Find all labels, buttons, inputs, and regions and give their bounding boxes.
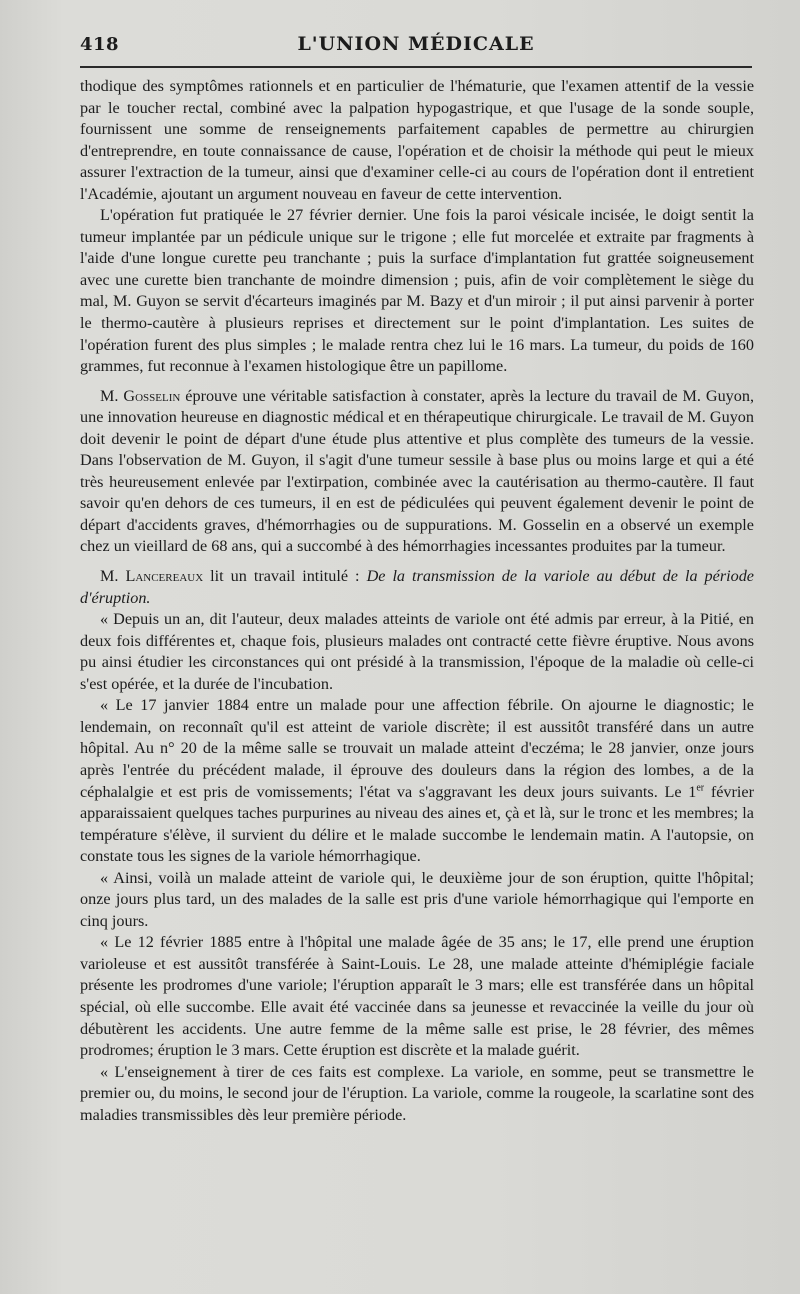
- paragraph: « L'enseignement à tirer de ces faits est complexe. La variole, en somme, peut se transmettre le premier ou, du moins, le second jour de l'éruption. La variole, comme la rougeole, la scarlatine sont des maladies transmissibles dès leur première période.: [80, 1062, 754, 1124]
- paragraph-text: éprouve une véritable satisfaction à constater, après la lecture du travail de M. Guyon, une innovation heureuse en diagnostic médical et en thérapeutique chirurgicale. Le travail de M. Guyon doit devenir le point de départ d'une étude plus attentive et plus complète des tumeurs de la vessie. Dans l'observation de M. Guyon, il s'agit d'une tumeur sessile à base plus ou moins large et qui a été très heureusement enlevée par l'extirpation, combinée avec la cautérisation au thermo-cautère. Il faut savoir qu'en dehors de ces tumeurs, il en est de pédiculées qui peuvent également devenir le point de départ d'accidents graves, d'hémorrhagies ou de suppurations. M. Gosselin en a observé un exemple chez un vieillard de 68 ans, qui a succombé à des hémorrhagies incessantes produites par la tumeur.: [80, 386, 754, 556]
- header-rule: [80, 66, 752, 68]
- paragraph: « Ainsi, voilà un malade atteint de variole qui, le deuxième jour de son éruption, quitte l'hôpital; onze jours plus tard, un des malades de la salle est pris d'une variole hémorrhagique qui l'emporte en cinq jours.: [80, 868, 754, 930]
- paragraph-lancereaux: [80, 566, 754, 609]
- paragraph: [80, 695, 754, 867]
- page-header: [80, 28, 752, 64]
- speaker-name: M. Gosselin: [100, 386, 181, 405]
- paragraph-text: février apparaissaient quelques taches purpurines au niveau des aines et, çà et là, sur le tronc et les membres; la température s'élève, il survient du délire et le malade succombe le lendemain matin. A l'autopsie, on constate tous les signes de la variole hémorrhagique.: [80, 782, 754, 866]
- paragraph: « Depuis un an, dit l'auteur, deux malades atteints de variole ont été admis par erreur, à la Pitié, en deux fois différentes et, chaque fois, plusieurs malades ont contracté cette fièvre éruptive. Nous avons pu ainsi étudier les circonstances qui ont présidé à la transmission, l'époque de la maladie où celle-ci s'est opérée, et la durée de l'incubation.: [80, 610, 754, 693]
- superscript: er: [696, 782, 705, 794]
- paragraph: L'opération fut pratiquée le 27 février dernier. Une fois la paroi vésicale incisée, le doigt sentit la tumeur implantée par un pédicule unique sur le trigone ; elle fut morcelée et extraite par fragments à l'aide d'une longue curette peu tranchante ; puis la surface d'implantation fut grattée soigneusement avec une curette bien tranchante de moindre dimension ; puis, afin de voir complètement le siège du mal, M. Guyon se servit d'écarteurs imaginés par M. Bazy et d'un miroir ; il put ainsi parvenir à porter le thermo-cautère à plusieurs reprises et directement sur le point d'implantation. Les suites de l'opération furent des plus simples ; le malade rentra chez lui le 16 mars. La tumeur, du poids de 160 grammes, fut reconnue à l'examen histologique être un papillome.: [80, 206, 754, 376]
- communication-title: De la transmission de la variole au début de la période d'éruption.: [80, 567, 754, 607]
- paragraph-gosselin: [80, 386, 754, 558]
- paragraph-lead: lit un travail intitulé :: [203, 567, 367, 586]
- speaker-name: M. Lancereaux: [100, 567, 204, 586]
- paragraph-text: « Le 17 janvier 1884 entre un malade pour une affection fébrile. On ajourne le diagnostic; le lendemain, on reconnaît qu'il est atteint de variole discrète; il est aussitôt transféré dans un autre hôpital. Au n° 20 de la même salle se trouvait un malade atteint d'eczéma; le 28 janvier, onze jours après l'entrée du précédent malade, il éprouve des douleurs dans la région des lombes, a de la céphalalgie et est pris de vomissements; l'état va s'aggravant les deux jours suivants. Le 1: [80, 696, 754, 801]
- paragraph: thodique des symptômes rationnels et en particulier de l'hématurie, que l'examen attentif de la vessie par le toucher rectal, combiné avec la palpation hypogastrique, et que l'usage de la sonde souple, fournissent une somme de renseignements parfaitement capables de permettre au chirurgien d'entreprendre, en toute connaissance de cause, l'opération et de choisir la méthode qui peut le mieux assurer l'extraction de la tumeur, ainsi que d'examiner celle-ci au cours de l'opération dont il entretient l'Académie, ajoutant un argument nouveau en faveur de cette intervention.: [80, 77, 754, 203]
- article-body: [80, 76, 754, 1126]
- running-title: L'UNION MÉDICALE: [297, 33, 535, 55]
- page-number: 418: [80, 34, 120, 55]
- paragraph: « Le 12 février 1885 entre à l'hôpital une malade âgée de 35 ans; le 17, elle prend une éruption varioleuse et est aussitôt transférée à Saint-Louis. Le 28, une malade atteinte d'hémiplégie faciale présente les prodromes d'une variole; l'éruption apparaît le 3 mars; elle est transférée dans un hôpital spécial, où elle succombe. Elle avait été vaccinée dans sa jeunesse et revaccinée la veille du jour où débutèrent les accidents. Une autre femme de la même salle est prise, le 28 février, des mêmes prodromes; éruption le 3 mars. Cette éruption est discrète et la malade guérit.: [80, 933, 754, 1060]
